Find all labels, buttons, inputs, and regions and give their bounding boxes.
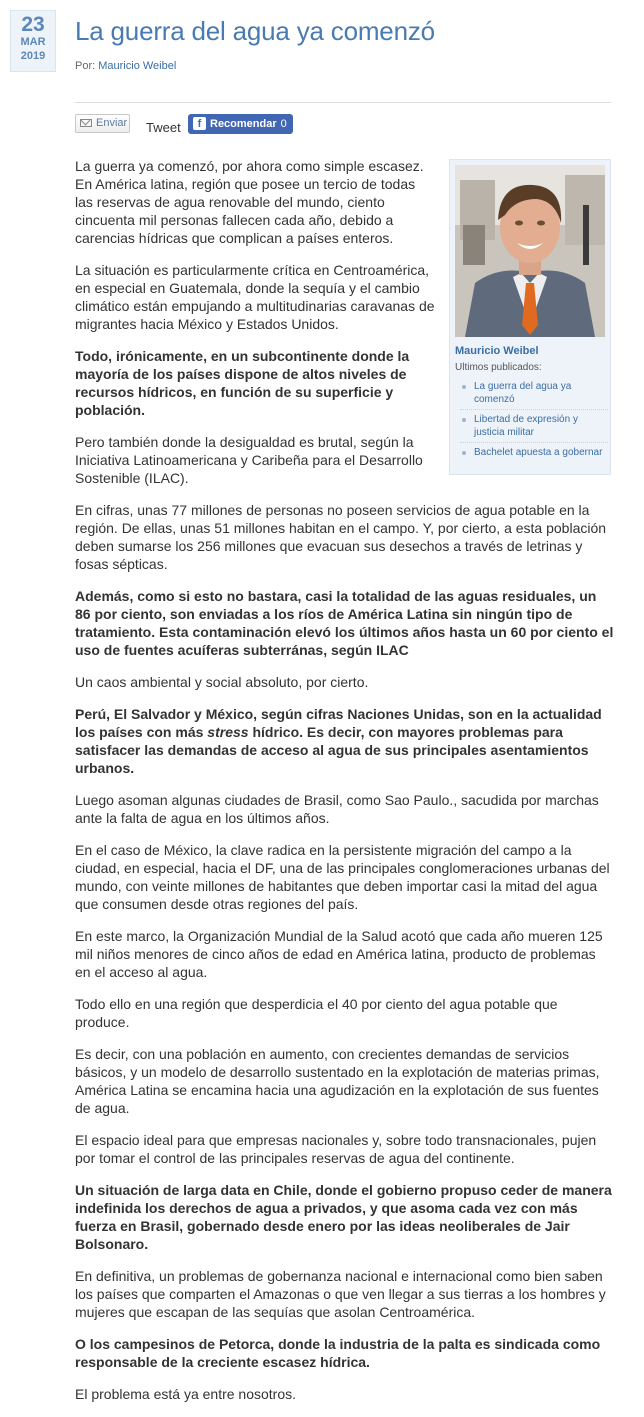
article-paragraph-bold: Además, como si esto no bastara, casi la totalidad de las aguas residuales, un 86 por ciento, son enviadas a los ríos de América Latina sin ningún tipo de tratamiento. Esta contaminación elevó los últimos años hasta un 60 por ciento el uso de fuentes acuíferas subterránas, según ILAC	[75, 588, 614, 658]
latest-post-link[interactable]: La guerra del agua ya comenzó	[460, 380, 608, 410]
article-title: La guerra del agua ya comenzó	[75, 16, 435, 46]
article-paragraph: Es decir, con una población en aumento, con crecientes demandas de servicios básicos, y un modelo de desarrollo sustentado en la explotación de materias primas, América Latina se encamina hacia una agudización en la explotación de sus fuentes de agua.	[75, 1046, 600, 1116]
latest-post-link[interactable]: Libertad de expresión y justicia militar	[460, 413, 608, 443]
byline-prefix: Por:	[75, 60, 96, 72]
date-year: 2019	[20, 50, 46, 62]
article-paragraph: En el caso de México, la clave radica en la persistente migración del campo a la ciudad, en especial, hacia el DF, una de las principales conglomeraciones urbanas del mundo, con veinte millones de habitantes que deben importar casi la mitad del agua que consumen desde otras regiones del país.	[75, 842, 610, 912]
article-body	[75, 157, 615, 1417]
facebook-recommend-button[interactable]	[188, 114, 293, 134]
article-paragraph: En definitiva, un problemas de gobernanza nacional e internacional como bien saben los países que comparten el Amazonas o que ven llegar a sus tierras a los hombres y mujeres que escapan de las sequías que asolan Centroamérica.	[75, 1268, 606, 1320]
article-paragraph: El espacio ideal para que empresas nacionales y, sobre todo transnacionales, pujen por tomar el control de las principales reservas de agua del continente.	[75, 1132, 597, 1166]
paragraph-text: Perú, El Salvador y México, según cifras Naciones Unidas, son en la actualidad los países con más	[75, 706, 602, 740]
article-paragraph: La situación es particularmente crítica en Centroamérica, en especial en Guatemala, donde la sequía y el cambio climático están empujando a multitudinarias caravanas de migrantes hacia México y Estados Unidos.	[75, 262, 435, 332]
tweet-button[interactable]: Tweet	[146, 120, 181, 135]
facebook-icon: f	[193, 117, 206, 130]
article-paragraph: La guerra ya comenzó, por ahora como simple escasez. En América latina, región que posee un tercio de todas las reservas de agua renovable del mundo, ciento cincuenta mil personas fallecen cada año, debido a carencias hídricas que complican a países enteros.	[75, 158, 424, 246]
article-paragraph: Luego asoman algunas ciudades de Brasil, como Sao Paulo., sacudida por marchas ante la falta de agua en los últimos años.	[75, 792, 599, 826]
latest-post-link[interactable]: Bachelet apuesta a gobernar	[460, 446, 608, 462]
article-paragraph-bold: Un situación de larga data en Chile, donde el gobierno propuso ceder de manera indefinida los derechos de agua a privados, y que asoma cada vez con más fuerza en Brasil, gobernado desde enero por las ideas neoliberales de Jair Bolsonaro.	[75, 1182, 612, 1252]
facebook-count: 0	[280, 118, 287, 130]
article-paragraph: Pero también donde la desigualdad es brutal, según la Iniciativa Latinoamericana y Caribeña para el Desarrollo Sostenible (ILAC).	[75, 434, 423, 486]
paragraph-emphasis: stress	[207, 724, 249, 740]
paragraph-text: hídrico. Es decir, con mayores problemas para satisfacer las demandas de acceso al agua de sus principales asentamientos urbanos.	[75, 724, 589, 776]
email-share-button[interactable]	[75, 114, 130, 133]
date-month: MAR	[20, 36, 46, 48]
article-paragraph: En cifras, unas 77 millones de personas no poseen servicios de agua potable en la región. De ellas, unas 51 millones habitan en el campo. Y, por cierto, a esta población deben sumarse los 256 millones que evacuan sus desechos a través de letrinas y fosas sépticas.	[75, 502, 607, 572]
article-paragraph-bold: O los campesinos de Petorca, donde la industria de la palta es sindicada como responsable de la creciente escasez hídrica.	[75, 1336, 601, 1370]
divider	[75, 102, 611, 103]
article-paragraph: El problema está ya entre nosotros.	[75, 1386, 297, 1402]
article-paragraph: En este marco, la Organización Mundial de la Salud acotó que cada año mueren 125 mil niños menores de cinco años de edad en América latina, producto de problemas en el acceso al agua.	[75, 928, 603, 980]
envelope-icon	[80, 119, 92, 127]
date-badge	[10, 10, 56, 72]
author-link[interactable]: Mauricio Weibel	[98, 60, 177, 72]
article-paragraph: Todo ello en una región que desperdicia el 40 por ciento del agua potable que produce.	[75, 996, 558, 1030]
sidebar-author-name[interactable]: Mauricio Weibel	[455, 345, 539, 357]
latest-posts-label: Ultimos publicados:	[455, 362, 542, 373]
facebook-recommend-label: Recomendar	[210, 118, 277, 130]
byline	[75, 60, 176, 72]
article-paragraph-bold	[75, 705, 615, 777]
email-share-label: Enviar	[96, 117, 128, 129]
article-paragraph: Un caos ambiental y social absoluto, por cierto.	[75, 674, 369, 690]
date-day: 23	[21, 13, 45, 36]
article-paragraph-bold: Todo, irónicamente, en un subcontinente donde la mayoría de los países dispone de altos niveles de recursos hídricos, en función de su superficie y población.	[75, 348, 410, 418]
